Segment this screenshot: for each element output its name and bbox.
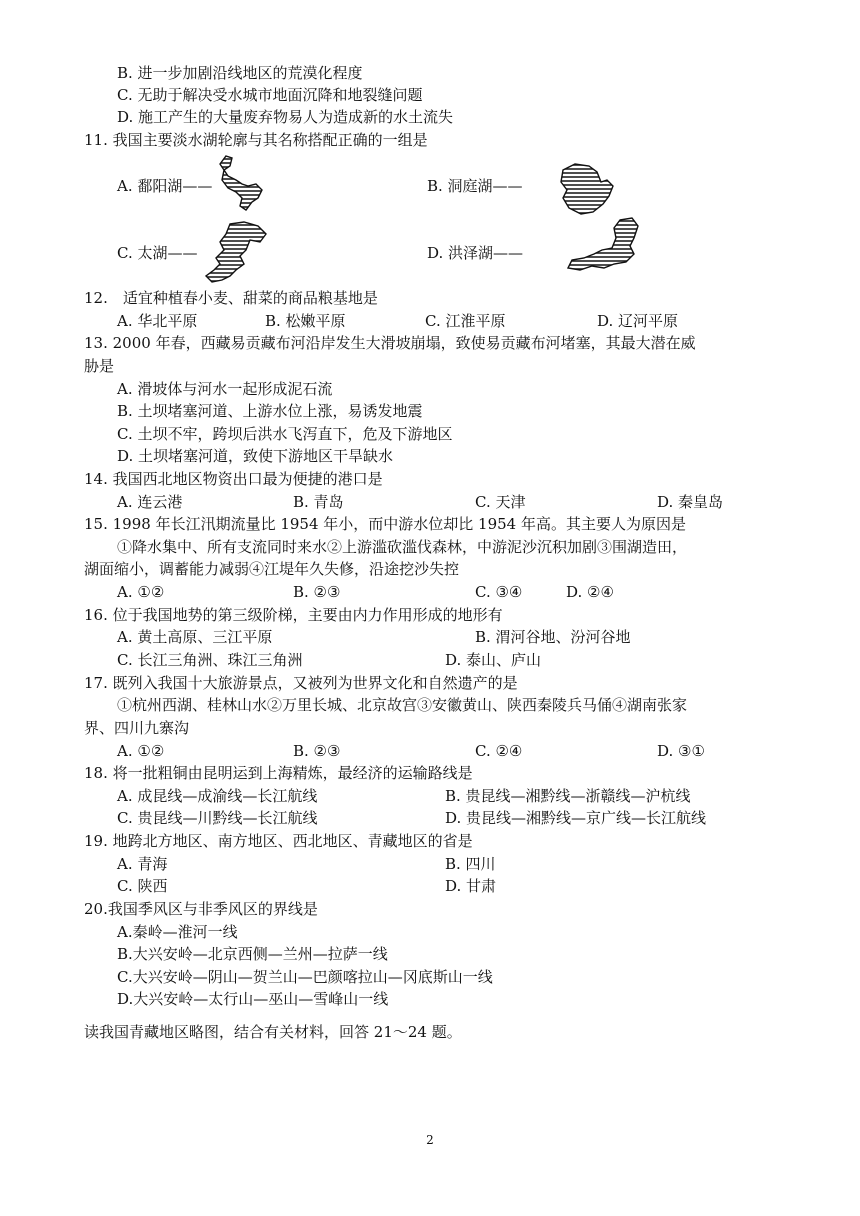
q20-option-b: B.大兴安岭—北京西侧—兰州—拉萨一线 xyxy=(117,945,388,963)
taihu-lake-outline-image xyxy=(200,220,270,284)
q12-option-a: A. 华北平原 xyxy=(117,312,198,330)
q20-option-c: C.大兴安岭—阴山—贺兰山—巴颜喀拉山—冈底斯山一线 xyxy=(117,968,493,986)
q13-stem-line1: 13. 2000 年春，西藏易贡藏布河沿岸发生大滑坡崩塌，致使易贡藏布河堵塞，其最大潜在威 xyxy=(84,334,696,352)
hongze-lake-outline-image xyxy=(564,216,640,274)
q19-option-d: D. 甘肃 xyxy=(445,877,497,895)
q15-option-c: C. ③④ xyxy=(475,583,523,601)
q19-stem: 19. 地跨北方地区、南方地区、西北地区、青藏地区的省是 xyxy=(84,832,473,850)
q20-option-a: A.秦岭—淮河一线 xyxy=(117,923,238,941)
q18-stem: 18. 将一批粗铜由昆明运到上海精炼，最经济的运输路线是 xyxy=(84,764,473,782)
q18-option-c: C. 贵昆线—川黔线—长江航线 xyxy=(117,809,318,827)
q17-statement-line1: ①杭州西湖、桂林山水②万里长城、北京故宫③安徽黄山、陕西秦陵兵马俑④湖南张家 xyxy=(117,696,688,714)
q16-option-a: A. 黄土高原、三江平原 xyxy=(117,628,273,646)
q17-stem: 17. 既列入我国十大旅游景点，又被列为世界文化和自然遗产的是 xyxy=(84,674,518,692)
q18-option-b: B. 贵昆线—湘黔线—浙赣线—沪杭线 xyxy=(445,787,691,805)
q13-option-b: B. 土坝堵塞河道、上游水位上涨，易诱发地震 xyxy=(117,402,423,420)
q17-option-c: C. ②④ xyxy=(475,742,523,760)
q12-option-d: D. 辽河平原 xyxy=(597,312,679,330)
q13-option-a: A. 滑坡体与河水一起形成泥石流 xyxy=(117,380,333,398)
q17-statement-line2: 界、四川九寨沟 xyxy=(84,719,190,737)
dongting-lake-outline-image xyxy=(557,160,617,218)
q13-stem-line2: 胁是 xyxy=(84,357,115,375)
q13-option-d: D. 土坝堵塞河道，致使下游地区干旱缺水 xyxy=(117,447,394,465)
q18-option-a: A. 成昆线—成渝线—长江航线 xyxy=(117,787,318,805)
reading-instruction: 读我国青藏地区略图，结合有关材料，回答 21～24 题。 xyxy=(84,1023,462,1041)
q16-option-b: B. 渭河谷地、汾河谷地 xyxy=(475,628,631,646)
q11-stem: 11. 我国主要淡水湖轮廓与其名称搭配正确的一组是 xyxy=(84,131,428,149)
q15-stem: 15. 1998 年长江汛期流量比 1954 年小，而中游水位却比 1954 年高。其主要人为原因是 xyxy=(84,515,686,533)
q16-stem: 16. 位于我国地势的第三级阶梯，主要由内力作用形成的地形有 xyxy=(84,606,503,624)
q19-option-a: A. 青海 xyxy=(117,855,168,873)
q14-stem: 14. 我国西北地区物资出口最为便捷的港口是 xyxy=(84,470,383,488)
q19-option-c: C. 陕西 xyxy=(117,877,168,895)
q11-option-b: B. 洞庭湖—— xyxy=(427,177,523,195)
q11-option-d: D. 洪泽湖—— xyxy=(427,244,524,262)
q11-option-a: A. 鄱阳湖—— xyxy=(117,177,213,195)
q17-option-a: A. ①② xyxy=(117,742,165,760)
q14-option-a: A. 连云港 xyxy=(117,493,183,511)
q11-option-c: C. 太湖—— xyxy=(117,244,198,262)
q10-option-b: B. 进一步加剧沿线地区的荒漠化程度 xyxy=(117,64,363,82)
page-number: 2 xyxy=(426,1133,434,1147)
q17-option-b: B. ②③ xyxy=(293,742,341,760)
q16-option-c: C. 长江三角洲、珠江三角洲 xyxy=(117,651,303,669)
q15-option-d: D. ②④ xyxy=(566,583,614,601)
q20-stem: 20.我国季风区与非季风区的界线是 xyxy=(84,900,318,918)
q18-option-d: D. 贵昆线—湘黔线—京广线—长江航线 xyxy=(445,809,707,827)
q15-statement-line2: 湖面缩小，调蓄能力减弱④江堤年久失修，沿途挖沙失控 xyxy=(84,560,460,578)
q17-option-d: D. ③① xyxy=(657,742,705,760)
q12-option-c: C. 江淮平原 xyxy=(425,312,506,330)
q14-option-c: C. 天津 xyxy=(475,493,526,511)
q10-option-c: C. 无助于解决受水城市地面沉降和地裂缝问题 xyxy=(117,86,423,104)
q14-option-d: D. 秦皇岛 xyxy=(657,493,724,511)
q19-option-b: B. 四川 xyxy=(445,855,496,873)
q15-option-b: B. ②③ xyxy=(293,583,341,601)
q12-stem: 12. 适宜种植春小麦、甜菜的商品粮基地是 xyxy=(84,289,378,307)
q20-option-d: D.大兴安岭—太行山—巫山—雪峰山一线 xyxy=(117,990,389,1008)
q15-option-a: A. ①② xyxy=(117,583,165,601)
q14-option-b: B. 青岛 xyxy=(293,493,344,511)
q10-option-d: D. 施工产生的大量废弃物易人为造成新的水土流失 xyxy=(117,108,454,126)
poyang-lake-outline-image xyxy=(218,154,266,212)
q15-statement-line1: ①降水集中、所有支流同时来水②上游滥砍滥伐森林，中游泥沙沉积加剧③围湖造田， xyxy=(117,538,688,556)
q12-option-b: B. 松嫩平原 xyxy=(265,312,346,330)
q13-option-c: C. 土坝不牢，跨坝后洪水飞泻直下，危及下游地区 xyxy=(117,425,453,443)
q16-option-d: D. 泰山、庐山 xyxy=(445,651,542,669)
